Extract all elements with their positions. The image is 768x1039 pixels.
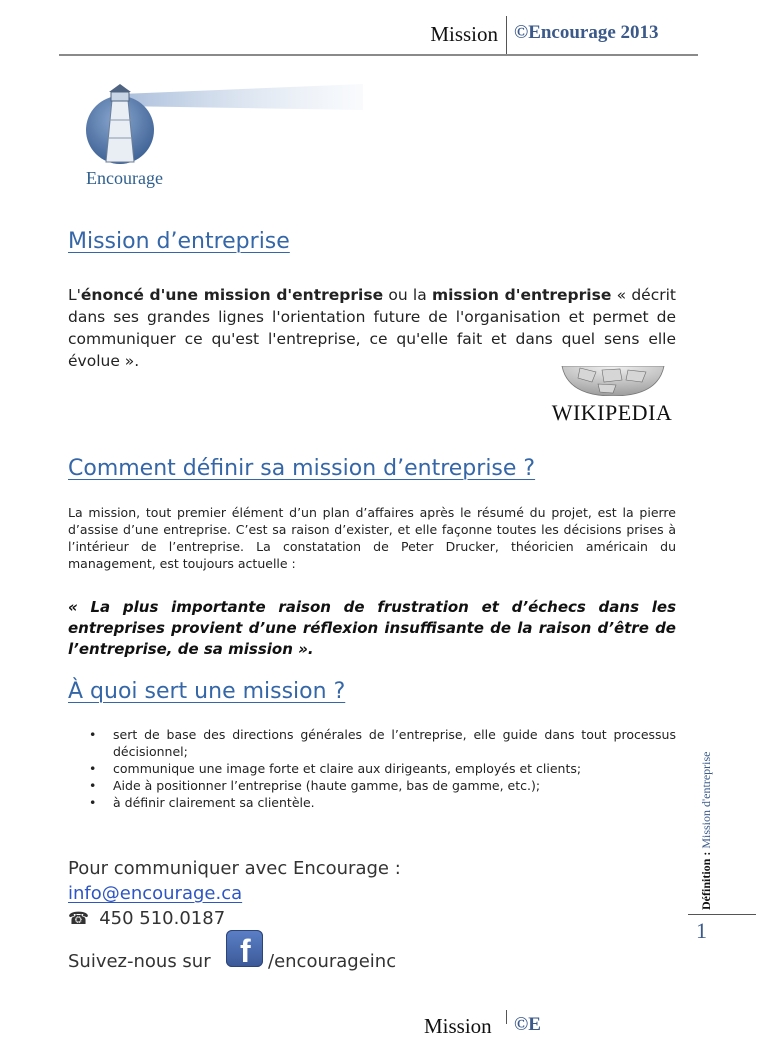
contact-intro: Pour communiquer avec Encourage :: [68, 858, 401, 879]
next-page-header-divider: [506, 1010, 507, 1024]
phone-number: 450 510.0187: [99, 908, 226, 929]
wikipedia-globe-icon: [558, 366, 668, 396]
list-item: • Aide à positionner l’entreprise (haute gamme, bas de gamme, etc.);: [86, 777, 676, 794]
heading-mission-entreprise: Mission d’entreprise: [68, 229, 290, 254]
wikipedia-wordmark: WIKIPEDIA: [551, 400, 673, 425]
telephone-icon: ☎: [68, 909, 90, 929]
follow-label: Suivez-nous sur: [68, 951, 211, 972]
logo-wordmark: Encourage: [86, 168, 163, 188]
email-link[interactable]: info@encourage.ca: [68, 883, 243, 904]
facebook-handle[interactable]: /encourageinc: [268, 951, 397, 972]
next-page-header-title: Mission: [424, 1014, 492, 1038]
list-item: • sert de base des directions générales de l’entreprise, elle guide dans tout processus décisionnel;: [86, 726, 676, 760]
list-item: • à définir clairement sa clientèle.: [86, 794, 676, 811]
phone-line: [68, 908, 225, 929]
wikipedia-logo: [548, 366, 676, 430]
header-divider: [506, 16, 507, 54]
bold-term-mission: mission d'entreprise: [431, 286, 612, 304]
heading-a-quoi-sert: À quoi sert une mission ?: [68, 679, 346, 704]
heading-comment-definir: Comment définir sa mission d’entreprise ?: [68, 456, 536, 481]
next-page-header-brand: ©E: [514, 1014, 541, 1035]
mission-definition-paragraph: L'énoncé d'une mission d'entreprise ou la mission d'entreprise « décrit dans ses grandes lignes l'orientation future de l'organisation et permet de communiquer ce qu'est l'entreprise, ce qu'elle fait et dans quel sens elle évolue ».: [68, 286, 676, 370]
facebook-icon[interactable]: f: [226, 930, 263, 967]
side-section-label: Définition : Mission d'entreprise: [699, 751, 713, 910]
header-rule: [59, 54, 698, 56]
page-number: 1: [696, 918, 707, 943]
bold-term-enonce: énoncé d'une mission d'entreprise: [80, 286, 384, 304]
list-item: • communique une image forte et claire aux dirigeants, employés et clients;: [86, 760, 676, 777]
side-rule: [688, 914, 756, 915]
drucker-quote: « La plus importante raison de frustration et d’échecs dans les entreprises provient d’une réflexion insuffisante de la raison d’être de l’entreprise, de sa mission ».: [68, 598, 676, 658]
mission-intro-paragraph: La mission, tout premier élément d’un plan d’affaires après le résumé du projet, est la pierre d’assise d’une entreprise. C’est sa raison d’exister, et elle façonne toutes les décisions prises à l’intérieur de l’entreprise. La constatation de Peter Drucker, théoricien américain du management, est toujours actuelle :: [68, 505, 676, 571]
header-title: Mission: [430, 22, 498, 46]
mission-uses-list: [86, 726, 676, 811]
header-brand: ©Encourage 2013: [514, 22, 659, 43]
